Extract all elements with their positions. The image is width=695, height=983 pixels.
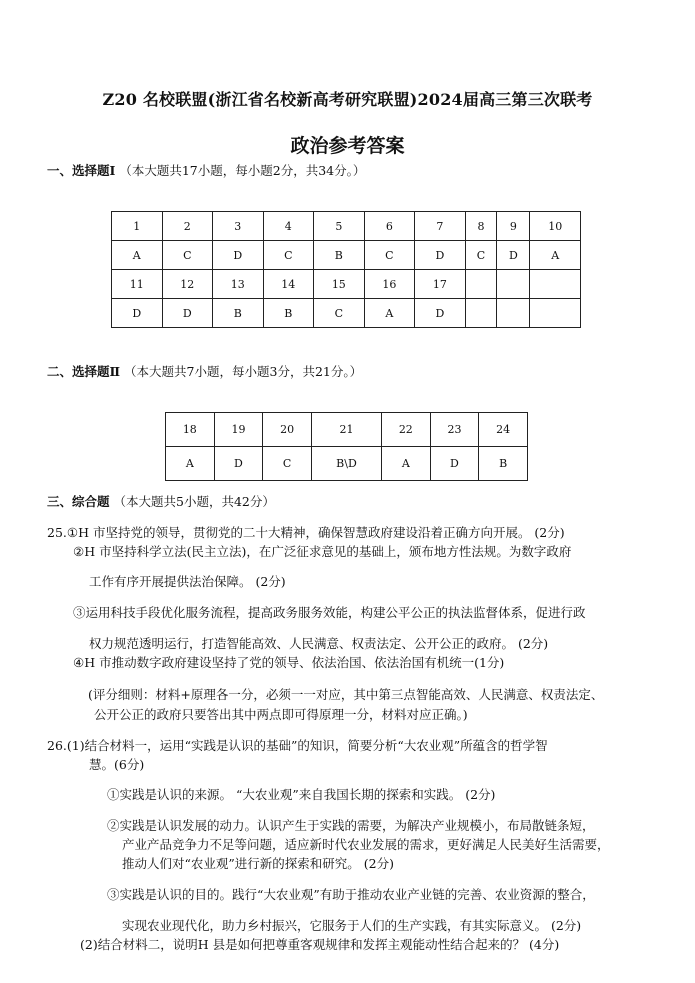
table-cell: 16 xyxy=(364,270,415,299)
q25-line-1: 25.①H 市坚持党的领导，贯彻党的二十大精神，确保智慧政府建设沿着正确方向开展。 (2分) xyxy=(47,525,565,540)
table-cell: 11 xyxy=(112,270,163,299)
table-cell: 8 xyxy=(465,212,497,241)
section3-header xyxy=(47,492,275,510)
answer-table-1 xyxy=(111,211,581,328)
table-row xyxy=(112,241,581,270)
section1-note: （本大题共17小题，每小题2分，共34分。） xyxy=(119,163,366,178)
section2-note: （本大题共7小题，每小题3分，共21分。） xyxy=(124,364,363,379)
table-cell: C xyxy=(263,447,312,481)
table-cell xyxy=(465,299,497,328)
table-cell: D xyxy=(162,299,213,328)
table-cell xyxy=(497,270,530,299)
table-row xyxy=(112,270,581,299)
table-cell xyxy=(530,270,581,299)
q25-line-5: 权力规范透明运行，打造智能高效、人民满意、权责法定、公开公正的政府。 (2分) xyxy=(89,636,549,651)
table-cell: B xyxy=(479,447,528,481)
q26-line-9: (2)结合材料二，说明H 县是如何把尊重客观规律和发挥主观能动性结合起来的？ (4分) xyxy=(80,937,560,952)
q25-line-6: ④H 市推动数字政府建设坚持了党的领导、依法治国、依法治国有机统一(1分) xyxy=(73,655,505,670)
table-cell: D xyxy=(213,241,264,270)
table-cell: D xyxy=(214,447,263,481)
q25-line-3: 工作有序开展提供法治保障。 (2分) xyxy=(89,574,286,589)
table-cell: 5 xyxy=(314,212,365,241)
table-cell: D xyxy=(415,299,466,328)
table-cell: B xyxy=(263,299,314,328)
q25-line-2: ②H 市坚持科学立法(民主立法)，在广泛征求意见的基础上，颁布地方性法规。为数字政府 xyxy=(73,544,572,559)
table-cell: 18 xyxy=(166,413,215,447)
q25-line-7: (评分细则：材料+原理各一分，必须一一对应，其中第三点智能高效、人民满意、权责法定、 xyxy=(88,687,604,702)
table-cell: 2 xyxy=(162,212,213,241)
table-cell xyxy=(497,299,530,328)
table-cell: C xyxy=(263,241,314,270)
table-cell: 1 xyxy=(112,212,163,241)
table-cell: 14 xyxy=(263,270,314,299)
q26-line-5: 产业产品竞争力不足等问题，适应新时代农业发展的需求，更好满足人民美好生活需要， xyxy=(122,837,610,852)
q26-line-4: ②实践是认识发展的动力。认识产生于实践的需要，为解决产业规模小，布局散链条短， xyxy=(107,818,595,833)
document-title: Z20 名校联盟(浙江省名校新高考研究联盟)2024届高三第三次联考 xyxy=(102,90,593,109)
table-cell: 23 xyxy=(430,413,479,447)
table-cell: A xyxy=(382,447,431,481)
q26-line-8: 实现农业现代化，助力乡村振兴，它服务于人们的生产实践，有其实际意义。 (2分) xyxy=(122,918,582,933)
table-cell: 24 xyxy=(479,413,528,447)
q25-line-8: 公开公正的政府只要答出其中两点即可得原理一分，材料对应正确。) xyxy=(94,707,468,722)
table-cell: C xyxy=(364,241,415,270)
table-cell: 17 xyxy=(415,270,466,299)
table-row xyxy=(166,413,528,447)
table-cell xyxy=(530,299,581,328)
q26-line-1: 26.(1)结合材料一，运用“实践是认识的基础”的知识，简要分析“大农业观”所蕴含的哲学智 xyxy=(47,738,548,753)
table-row xyxy=(112,299,581,328)
table-cell: B\D xyxy=(311,447,381,481)
table-cell: 21 xyxy=(311,413,381,447)
table-cell: C xyxy=(162,241,213,270)
table-cell: D xyxy=(415,241,466,270)
table-cell: D xyxy=(430,447,479,481)
table-row xyxy=(112,212,581,241)
document-subtitle: 政治参考答案 xyxy=(290,135,405,157)
section1-heading: 一、选择题I xyxy=(47,163,116,178)
table-cell: A xyxy=(364,299,415,328)
table-cell: 4 xyxy=(263,212,314,241)
table-cell: 15 xyxy=(314,270,365,299)
section3-note: （本大题共5小题，共42分） xyxy=(113,494,275,509)
table-cell: 6 xyxy=(364,212,415,241)
table-cell: 9 xyxy=(497,212,530,241)
table-row xyxy=(166,447,528,481)
table-cell: 13 xyxy=(213,270,264,299)
answer-table-2 xyxy=(165,412,528,481)
table-cell: 22 xyxy=(382,413,431,447)
table-cell: 20 xyxy=(263,413,312,447)
table-cell: 3 xyxy=(213,212,264,241)
q26-line-3: ①实践是认识的来源。 “大农业观”来自我国长期的探索和实践。 (2分) xyxy=(107,787,496,802)
q26-line-2: 慧。(6分) xyxy=(89,757,145,772)
table-cell: D xyxy=(497,241,530,270)
section3-heading: 三、综合题 xyxy=(47,494,110,509)
table-cell: A xyxy=(166,447,215,481)
table-cell: C xyxy=(314,299,365,328)
table-cell: B xyxy=(213,299,264,328)
table-cell: 10 xyxy=(530,212,581,241)
table-cell: A xyxy=(112,241,163,270)
table-cell: B xyxy=(314,241,365,270)
section2-heading: 二、选择题Ⅱ xyxy=(47,364,121,379)
table-cell xyxy=(465,270,497,299)
q25-line-4: ③运用科技手段优化服务流程，提高政务服务效能，构建公平公正的执法监督体系，促进行政 xyxy=(73,605,586,620)
table-cell: 7 xyxy=(415,212,466,241)
table-cell: 12 xyxy=(162,270,213,299)
table-cell: A xyxy=(530,241,581,270)
table-cell: C xyxy=(465,241,497,270)
q26-line-6: 推动人们对“农业观”进行新的探索和研究。 (2分) xyxy=(122,856,394,871)
section2-header xyxy=(47,362,362,380)
table-cell: D xyxy=(112,299,163,328)
section1-header xyxy=(47,161,365,179)
table-cell: 19 xyxy=(214,413,263,447)
q26-line-7: ③实践是认识的目的。践行“大农业观”有助于推动农业产业链的完善、农业资源的整合， xyxy=(107,887,595,902)
